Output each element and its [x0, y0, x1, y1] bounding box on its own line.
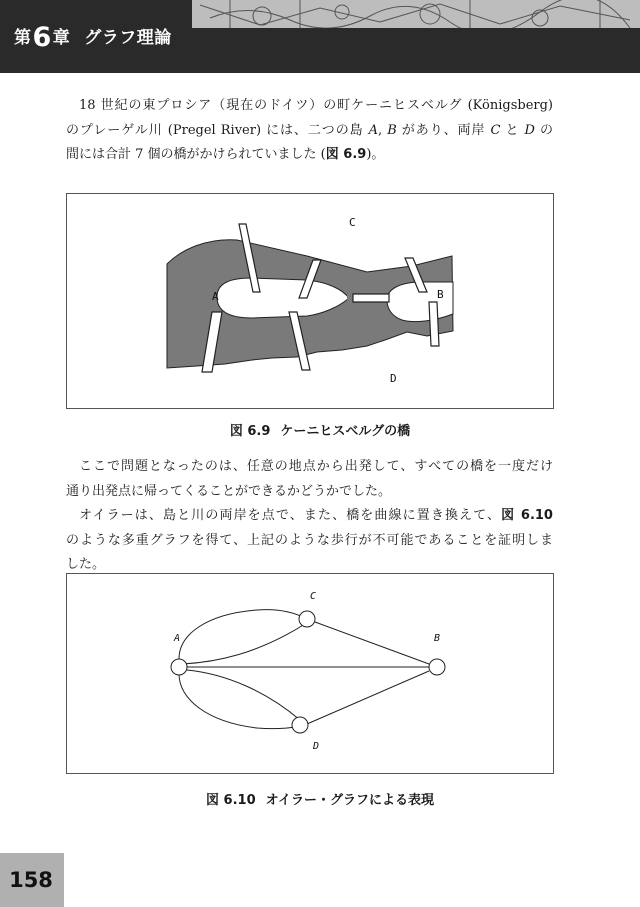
figure-euler-graph: [66, 573, 554, 774]
figure-konigsberg-map: [66, 193, 554, 409]
graph-label-d: D: [313, 741, 320, 752]
paragraph-3-line-2: のような多重グラフを得て、上記のような歩行が不可能であることを証明しま: [66, 532, 553, 548]
page-number: 158: [9, 868, 53, 892]
map-label-d: D: [390, 372, 397, 385]
figure-6-9-caption: 図 6.9 ケーニヒスベルグの橋: [229, 424, 411, 439]
euler-graph-diagram: [67, 574, 553, 773]
chapter-name: グラフ理論: [84, 28, 172, 48]
map-label-b: B: [437, 288, 444, 301]
node-b: [429, 659, 445, 675]
chapter-suffix: 章: [52, 28, 71, 48]
chapter-title: [14, 22, 172, 53]
bridge-6: [429, 302, 439, 346]
node-c: [299, 611, 315, 627]
edge-a-d-2: [187, 670, 300, 720]
graph-label-c: C: [310, 591, 317, 602]
chapter-number: 6: [32, 22, 52, 53]
paragraph-3-line-1: オイラーは、島と川の両岸を点で、また、橋を曲線に置き換えて、図 6.10: [79, 508, 553, 523]
paragraph-1-line-2: のプレーゲル川 (Pregel River) には、二つの島 A, B があり、両岸 C と D の: [66, 122, 554, 138]
paragraph-1-line-1: 18 世紀の東プロシア（現在のドイツ）の町ケーニヒスベルグ (Königsberg): [79, 98, 553, 113]
paragraph-2-line-1: ここで問題となったのは、任意の地点から出発して、すべての橋を一度だけ: [79, 459, 553, 474]
map-label-c: C: [349, 216, 356, 229]
edge-a-c-1: [179, 610, 305, 659]
graph-label-b: B: [434, 633, 441, 644]
paragraph-2-line-2: 通り出発点に帰ってくることができるかどうかでした。: [66, 483, 392, 499]
edge-d-b: [307, 671, 429, 724]
bridge-7: [353, 294, 389, 302]
edge-a-d-1: [179, 674, 301, 729]
paragraph-3-line-3: した。: [66, 557, 106, 572]
graph-label-a: A: [174, 633, 181, 644]
edge-a-c-2: [183, 624, 305, 664]
edge-c-b: [315, 622, 429, 664]
node-a: [171, 659, 187, 675]
chapter-header-band: [192, 28, 640, 73]
paragraph-1-line-3: 間には合計 7 個の橋がかけられていました (図 6.9)。: [66, 147, 385, 162]
figure-6-10-caption: 図 6.10 オイラー・グラフによる表現: [206, 793, 434, 808]
chapter-header: [0, 0, 640, 73]
konigsberg-map-illustration: [67, 194, 553, 408]
node-d: [292, 717, 308, 733]
chapter-prefix: 第: [14, 28, 32, 48]
map-label-a: A: [212, 290, 219, 303]
